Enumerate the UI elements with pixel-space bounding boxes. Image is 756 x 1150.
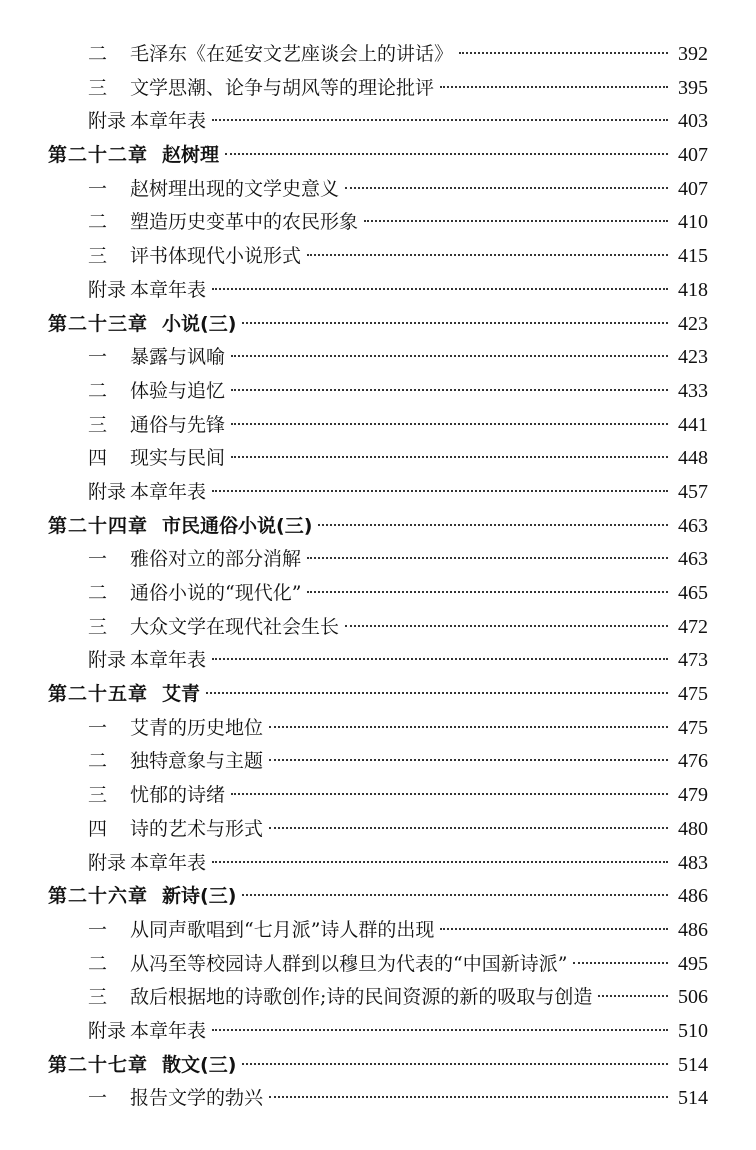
dot-leader <box>231 793 668 795</box>
page-number: 463 <box>678 548 708 571</box>
page-number: 410 <box>678 211 708 234</box>
toc-chapter-entry <box>0 678 756 712</box>
page-number: 506 <box>678 986 708 1009</box>
section-title: 本章年表 <box>130 480 207 503</box>
toc-section-entry <box>0 72 756 106</box>
section-title: 敌后根据地的诗歌创作;诗的民间资源的新的吸取与创造 <box>130 986 593 1009</box>
section-number: 二 <box>88 211 108 234</box>
section-number: 附录 <box>88 649 127 672</box>
section-title: 忧郁的诗绪 <box>130 784 226 807</box>
dot-leader <box>212 658 668 660</box>
section-title: 塑造历史变革中的农民形象 <box>130 211 359 234</box>
toc-section-entry <box>0 577 756 611</box>
section-title: 暴露与讽喻 <box>130 346 226 369</box>
dot-leader <box>307 591 668 593</box>
dot-leader <box>242 322 668 324</box>
section-number: 一 <box>88 716 108 739</box>
dot-leader <box>231 355 668 357</box>
section-title: 通俗小说的“现代化” <box>130 582 302 604</box>
dot-leader <box>269 827 668 829</box>
dot-leader <box>307 254 668 256</box>
chapter-title: 赵树理 <box>162 144 220 167</box>
section-number: 一 <box>88 548 108 571</box>
page-number: 403 <box>678 110 708 133</box>
section-title: 通俗与先锋 <box>130 413 226 436</box>
page-number: 480 <box>678 817 708 840</box>
toc-section-entry <box>0 476 756 510</box>
page-number: 510 <box>678 1019 708 1042</box>
dot-leader <box>269 726 668 728</box>
dot-leader <box>269 759 668 761</box>
toc-chapter-entry <box>0 1049 756 1083</box>
toc-section-entry <box>0 341 756 375</box>
toc-chapter-entry <box>0 139 756 173</box>
dot-leader <box>242 1063 668 1065</box>
section-number: 附录 <box>88 1019 127 1042</box>
toc-section-entry <box>0 644 756 678</box>
dot-leader <box>242 894 668 896</box>
section-title: 本章年表 <box>130 649 207 672</box>
dot-leader <box>318 524 668 526</box>
page-number: 479 <box>678 784 708 807</box>
section-number: 三 <box>88 245 108 268</box>
page-number: 423 <box>678 346 708 369</box>
page-number: 395 <box>678 76 708 99</box>
page-number: 407 <box>678 177 708 200</box>
dot-leader <box>231 389 668 391</box>
toc-section-entry <box>0 981 756 1015</box>
page-number: 457 <box>678 480 708 503</box>
section-number: 二 <box>88 379 108 402</box>
page-number: 407 <box>678 144 708 167</box>
section-title: 艾青的历史地位 <box>130 716 264 739</box>
section-number: 四 <box>88 817 108 840</box>
section-title: 雅俗对立的部分消解 <box>130 548 302 571</box>
dot-leader <box>440 928 668 930</box>
page-number: 514 <box>678 1087 708 1110</box>
dot-leader <box>231 456 668 458</box>
section-number: 附录 <box>88 110 127 133</box>
section-title: 大众文学在现代社会生长 <box>130 615 340 638</box>
dot-leader <box>364 220 668 222</box>
dot-leader <box>598 995 668 997</box>
dot-leader <box>269 1096 668 1098</box>
page-number: 441 <box>678 413 708 436</box>
toc-section-entry <box>0 409 756 443</box>
page-number: 473 <box>678 649 708 672</box>
toc-chapter-entry <box>0 308 756 342</box>
section-number: 三 <box>88 413 108 436</box>
toc-section-entry <box>0 173 756 207</box>
section-number: 三 <box>88 784 108 807</box>
toc-section-entry <box>0 813 756 847</box>
page-number: 495 <box>678 952 708 975</box>
section-title: 独特意象与主题 <box>130 750 264 773</box>
section-title: 体验与追忆 <box>130 379 226 402</box>
section-number: 三 <box>88 615 108 638</box>
section-title: 赵树理出现的文学史意义 <box>130 177 340 200</box>
chapter-number: 第二十三章 <box>48 312 149 335</box>
page-number: 418 <box>678 278 708 301</box>
page-number: 423 <box>678 312 708 335</box>
toc-section-entry <box>0 240 756 274</box>
section-number: 四 <box>88 447 108 470</box>
dot-leader <box>307 557 668 559</box>
toc-section-entry <box>0 1015 756 1049</box>
page-number: 475 <box>678 683 708 706</box>
page-number: 514 <box>678 1053 708 1076</box>
section-number: 一 <box>88 346 108 369</box>
dot-leader <box>345 187 668 189</box>
section-number: 附录 <box>88 278 127 301</box>
section-number: 一 <box>88 177 108 200</box>
chapter-title: 艾青 <box>162 683 201 706</box>
page-number: 463 <box>678 514 708 537</box>
dot-leader <box>231 423 668 425</box>
section-number: 附录 <box>88 480 127 503</box>
toc-section-entry <box>0 611 756 645</box>
toc-section-entry <box>0 442 756 476</box>
section-number: 附录 <box>88 851 127 874</box>
toc-section-entry <box>0 914 756 948</box>
page-number: 472 <box>678 615 708 638</box>
chapter-title: 散文(三) <box>162 1053 237 1076</box>
page-number: 392 <box>678 43 708 65</box>
toc-chapter-entry <box>0 510 756 544</box>
chapter-number: 第二十七章 <box>48 1053 149 1076</box>
section-title: 本章年表 <box>130 1019 207 1042</box>
chapter-title: 小说(三) <box>162 312 237 335</box>
section-title: 毛泽东《在延安文艺座谈会上的讲话》 <box>130 43 454 65</box>
chapter-number: 第二十五章 <box>48 683 149 706</box>
chapter-title: 新诗(三) <box>162 885 237 908</box>
page-number: 486 <box>678 885 708 908</box>
section-title: 从同声歌唱到“七月派”诗人群的出现 <box>130 918 435 941</box>
dot-leader <box>212 1029 668 1031</box>
dot-leader <box>459 52 668 54</box>
section-title: 诗的艺术与形式 <box>130 817 264 840</box>
dot-leader <box>206 692 668 694</box>
chapter-number: 第二十六章 <box>48 885 149 908</box>
toc-section-entry <box>0 948 756 982</box>
dot-leader <box>212 288 668 290</box>
page-number: 448 <box>678 447 708 470</box>
dot-leader <box>345 625 668 627</box>
toc-section-entry <box>0 375 756 409</box>
section-title: 现实与民间 <box>130 447 226 470</box>
section-number: 二 <box>88 750 108 773</box>
section-title: 本章年表 <box>130 110 207 133</box>
section-number: 一 <box>88 1087 108 1110</box>
table-of-contents <box>0 38 756 1116</box>
section-number: 二 <box>88 43 108 65</box>
section-title: 评书体现代小说形式 <box>130 245 302 268</box>
dot-leader <box>212 119 668 121</box>
toc-section-entry <box>0 38 756 72</box>
chapter-title: 市民通俗小说(三) <box>162 514 313 537</box>
toc-section-entry <box>0 745 756 779</box>
dot-leader <box>212 861 668 863</box>
page-number: 465 <box>678 582 708 604</box>
page-number: 486 <box>678 918 708 941</box>
toc-section-entry <box>0 274 756 308</box>
section-number: 三 <box>88 986 108 1009</box>
section-title: 报告文学的勃兴 <box>130 1087 264 1110</box>
toc-section-entry <box>0 1082 756 1116</box>
section-title: 本章年表 <box>130 851 207 874</box>
page-number: 476 <box>678 750 708 773</box>
dot-leader <box>573 962 668 964</box>
page-number: 483 <box>678 851 708 874</box>
page-number: 475 <box>678 716 708 739</box>
section-number: 二 <box>88 582 108 604</box>
section-title: 文学思潮、论争与胡风等的理论批评 <box>130 76 435 99</box>
section-number: 三 <box>88 76 108 99</box>
section-title: 从冯至等校园诗人群到以穆旦为代表的“中国新诗派” <box>130 952 568 975</box>
chapter-number: 第二十二章 <box>48 144 149 167</box>
dot-leader <box>440 86 668 88</box>
toc-section-entry <box>0 206 756 240</box>
toc-section-entry <box>0 712 756 746</box>
page-number: 433 <box>678 379 708 402</box>
toc-chapter-entry <box>0 880 756 914</box>
toc-section-entry <box>0 779 756 813</box>
section-number: 一 <box>88 918 108 941</box>
dot-leader <box>212 490 668 492</box>
section-title: 本章年表 <box>130 278 207 301</box>
toc-section-entry <box>0 543 756 577</box>
dot-leader <box>225 153 668 155</box>
section-number: 二 <box>88 952 108 975</box>
toc-section-entry <box>0 105 756 139</box>
chapter-number: 第二十四章 <box>48 514 149 537</box>
toc-section-entry <box>0 847 756 881</box>
page-number: 415 <box>678 245 708 268</box>
